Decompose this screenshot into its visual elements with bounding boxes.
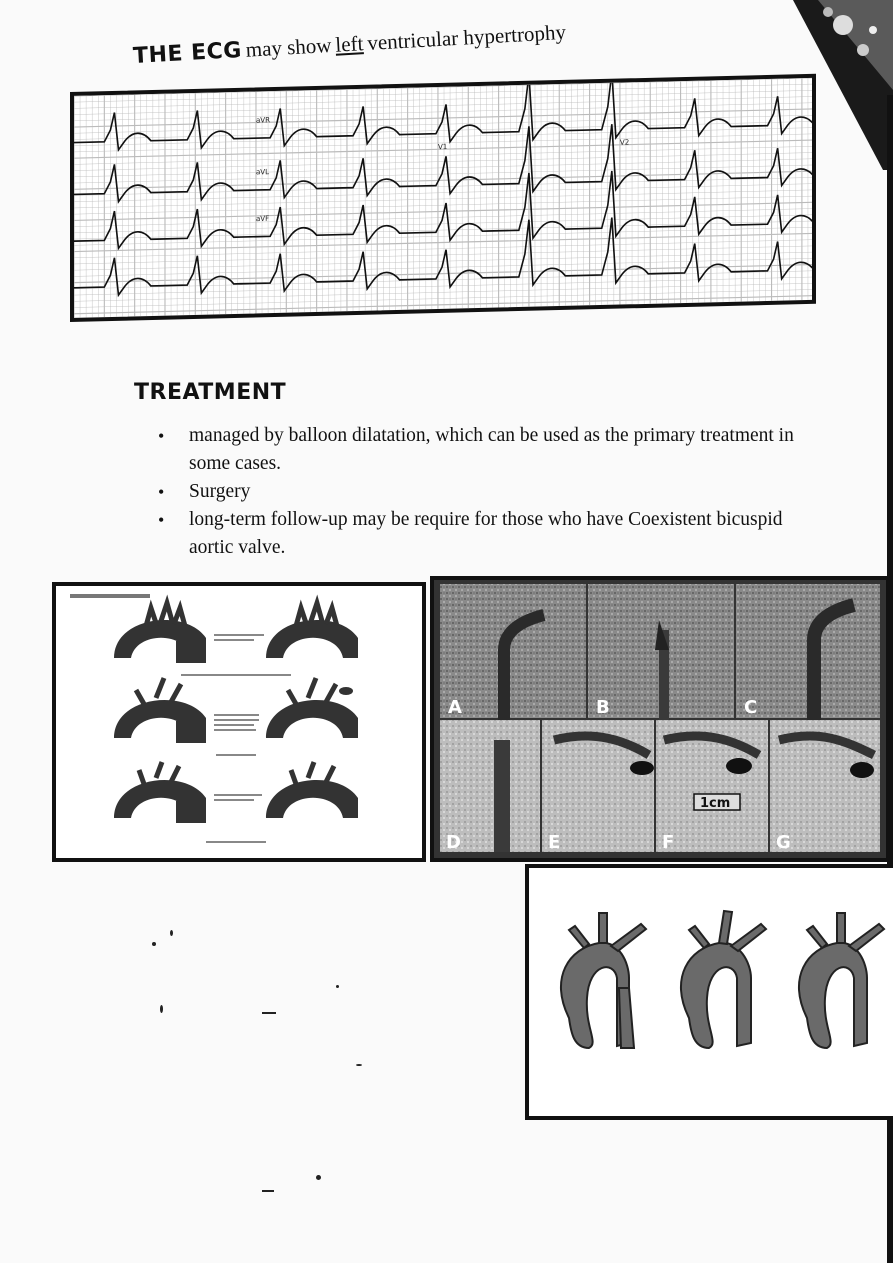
speck xyxy=(152,942,156,946)
ecg-lead-label: aVL xyxy=(255,167,270,177)
treatment-item-followup: • long-term follow-up may be require for those who have Coexistent bicuspid aortic valve. xyxy=(158,506,798,562)
aortic-arch-diagram-figure xyxy=(52,582,426,862)
panel-label-a: A xyxy=(448,697,462,718)
ecg-trace-row xyxy=(74,78,812,151)
ecg-lead-label: V2 xyxy=(619,137,630,147)
panel-label-d: D xyxy=(446,832,461,853)
ecg-heading-underlined: left xyxy=(334,31,364,57)
ecg-lead-label: V1 xyxy=(437,141,448,152)
speck xyxy=(356,1064,362,1066)
angiogram-figure xyxy=(430,576,890,862)
ecg-heading-pre: may show xyxy=(245,32,333,62)
ecg-heading xyxy=(132,18,604,90)
panel-label-f: F xyxy=(662,832,675,853)
aorta-3d-icon xyxy=(529,868,893,1116)
scale-label: 1cm xyxy=(700,796,731,811)
speck xyxy=(336,985,339,988)
panel-label-g: G xyxy=(776,832,791,853)
panel-label-b: B xyxy=(596,697,610,718)
ecg-lead-label: aVR xyxy=(255,115,271,125)
ecg-heading-rest: ventricular hypertrophy xyxy=(366,19,567,55)
treatment-item-surgery: • Surgery xyxy=(158,478,798,506)
ecg-trace-row xyxy=(74,213,812,297)
aorta-3d-figure xyxy=(525,864,893,1120)
speck xyxy=(262,1190,274,1192)
speck xyxy=(170,930,173,936)
panel-label-c: C xyxy=(744,697,758,718)
panel-label-e: E xyxy=(548,832,561,853)
ecg-heading-bold: THE ECG xyxy=(132,37,243,70)
ecg-lead-label: aVF xyxy=(255,213,270,224)
speck xyxy=(160,1005,163,1013)
treatment-item-balloon: • managed by balloon dilatation, which can be used as the primary treatment in some cases. xyxy=(158,422,798,478)
speck xyxy=(262,1012,276,1014)
ecg-trace-row xyxy=(74,166,812,250)
ecg-strip-figure xyxy=(70,74,816,322)
speck xyxy=(316,1175,321,1180)
ecg-trace-icon xyxy=(74,78,812,318)
aortic-arch-diagram-icon xyxy=(56,586,422,858)
treatment-list xyxy=(158,422,798,562)
angiogram-icon xyxy=(434,580,886,858)
treatment-title: TREATMENT xyxy=(134,380,287,405)
